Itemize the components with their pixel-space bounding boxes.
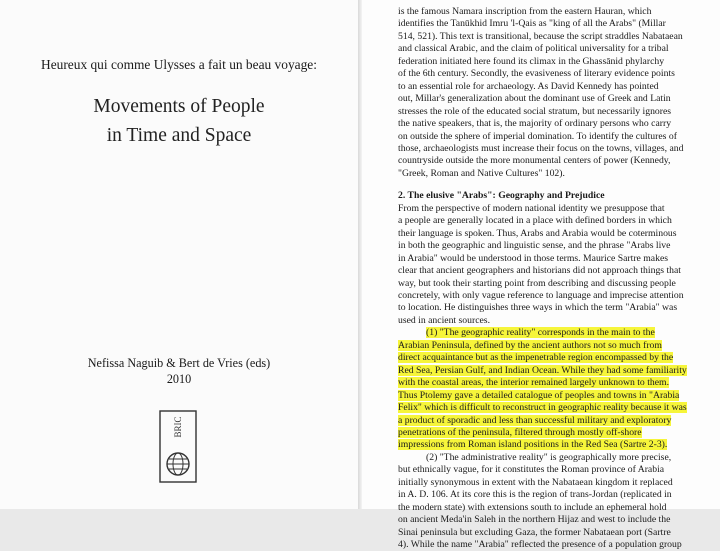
- text-line: their language is spoken. Thus, Arabs and Arabia would be coterminous: [398, 227, 677, 239]
- text-line: and classical Arabic, and the claim of political universality for a tribal: [398, 43, 669, 55]
- text-line: 4). While the name "Arabia" reflected the presence of a population group: [398, 539, 682, 551]
- text-line: identifies the Tanūkhid Imru 'l-Qais as "king of all the Arabs" (Millar: [398, 18, 666, 30]
- highlighted-line: (1) "The geographic reality" corresponds in the main to the: [426, 327, 655, 339]
- logo-text: BRIC: [173, 416, 183, 438]
- paragraph-perspective: [398, 203, 694, 328]
- highlighted-line: impressions from Roman island positions in the Red Sea (Sartre 2-3).: [398, 439, 668, 451]
- editors: Nefissa Naguib & Bert de Vries (eds): [87, 356, 271, 370]
- highlighted-line: a product of sporadic and less than successful military and exploratory: [398, 414, 672, 426]
- highlighted-passage: [398, 327, 694, 452]
- text-line: way, but took their starting point from describing and discussing people: [398, 277, 676, 289]
- highlighted-line: Arabian Peninsula, defined by the ancient authors not so much from: [398, 339, 662, 351]
- text-line: on ancient Meda'in Saleh in the northern Hijaz and west to include the: [398, 514, 671, 526]
- editors-block: [0, 355, 358, 387]
- text-line: to location. He distinguishes three ways in which the term "Arabia" was: [398, 302, 678, 314]
- text-line: to an essential role for archaeology. As David Kennedy has pointed: [398, 80, 659, 92]
- text-line: From the perspective of modern national identity we presuppose that: [398, 202, 665, 214]
- text-line: in Arabia" would be understood in those terms. Maurice Sartre makes: [398, 252, 669, 264]
- text-line: initially synonymous in extent with the Nabataean kingdom it replaced: [398, 476, 673, 488]
- publication-year: 2010: [166, 372, 192, 386]
- text-line: the modern state) with extensions south to include an ephemeral hold: [398, 501, 667, 513]
- highlighted-line: Red Sea, Persian Gulf, and Indian Ocean. While they had some familiarity: [398, 364, 687, 376]
- text-line: used in ancient sources.: [398, 314, 491, 326]
- highlighted-line: Thus Ptolemy gave a detailed catalogue of peoples and towns in "Arabia: [398, 389, 680, 401]
- text-line: on outside the sphere of imperial domination. To identify the cultures of: [398, 130, 677, 142]
- title-line-1: Movements of People: [93, 96, 265, 117]
- text-line: stresses the role of the educated social stratum, but necessarily ignores: [398, 105, 672, 117]
- section-heading: 2. The elusive "Arabs": Geography and Prejudice: [398, 190, 605, 202]
- paragraph-intro: [398, 6, 694, 180]
- body-text: [398, 6, 694, 551]
- text-line: federation initiated here found its climax in the Ghassānid phylarchy: [398, 55, 665, 67]
- text-line: in both the geographic and linguistic sense, and the phrase "Arabs live: [398, 240, 671, 252]
- text-line: the native speakers, that is, the majority of ordinary persons who carry: [398, 118, 672, 130]
- bric-logo: [158, 409, 198, 484]
- text-line: countryside outside the more monumental centers of power (Kennedy,: [398, 155, 671, 167]
- text-line: those, archaeologists must increase their focus on the towns, villages, and: [398, 142, 684, 154]
- left-page: [0, 0, 358, 509]
- text-line: (2) "The administrative reality" is geographically more precise,: [426, 451, 672, 463]
- text-line: out, Millar's generalization about the dominant use of Greek and Latin: [398, 93, 671, 105]
- epigraph: Heureux qui comme Ulysses a fait un beau voyage:: [41, 57, 317, 72]
- highlighted-line: direct acquaintance but as the impenetrable region encompassed by the: [398, 352, 674, 364]
- paragraph-administrative: [398, 452, 694, 551]
- text-line: 514, 521). This text is transitional, because the script straddles Nabataean: [398, 30, 683, 42]
- text-line: concretely, with only vague reference to language and imprecise attention: [398, 289, 684, 301]
- text-line: of the 6th century. Secondly, the evasiveness of literary evidence points: [398, 68, 675, 80]
- text-line: in A. D. 106. At its core this is the region of trans-Jordan (replicated in: [398, 489, 672, 501]
- text-line: Sinai peninsula but excluding Gaza, the former Nabataean port (Sartre: [398, 526, 671, 538]
- book-title: [0, 92, 358, 150]
- text-line: but ethnically vague, for it constitutes the Roman province of Arabia: [398, 464, 665, 476]
- title-line-2: in Time and Space: [106, 125, 252, 146]
- text-line: is the famous Namara inscription from the eastern Hauran, which: [398, 6, 652, 17]
- highlighted-line: penetrations of the peninsula, filtered through mostly off-shore: [398, 426, 642, 438]
- text-line: clear that ancient geographers and historians did not approach things that: [398, 265, 681, 277]
- text-line: "Greek, Roman and Native Cultures" 102).: [398, 167, 565, 179]
- highlighted-line: with the coastal areas, the interior remained largely unknown to them.: [398, 377, 669, 389]
- text-line: a people are generally located in a place with defined borders in which: [398, 215, 672, 227]
- highlighted-line: Felix" which is difficult to reconstruct in geographic reality because it was: [398, 402, 687, 414]
